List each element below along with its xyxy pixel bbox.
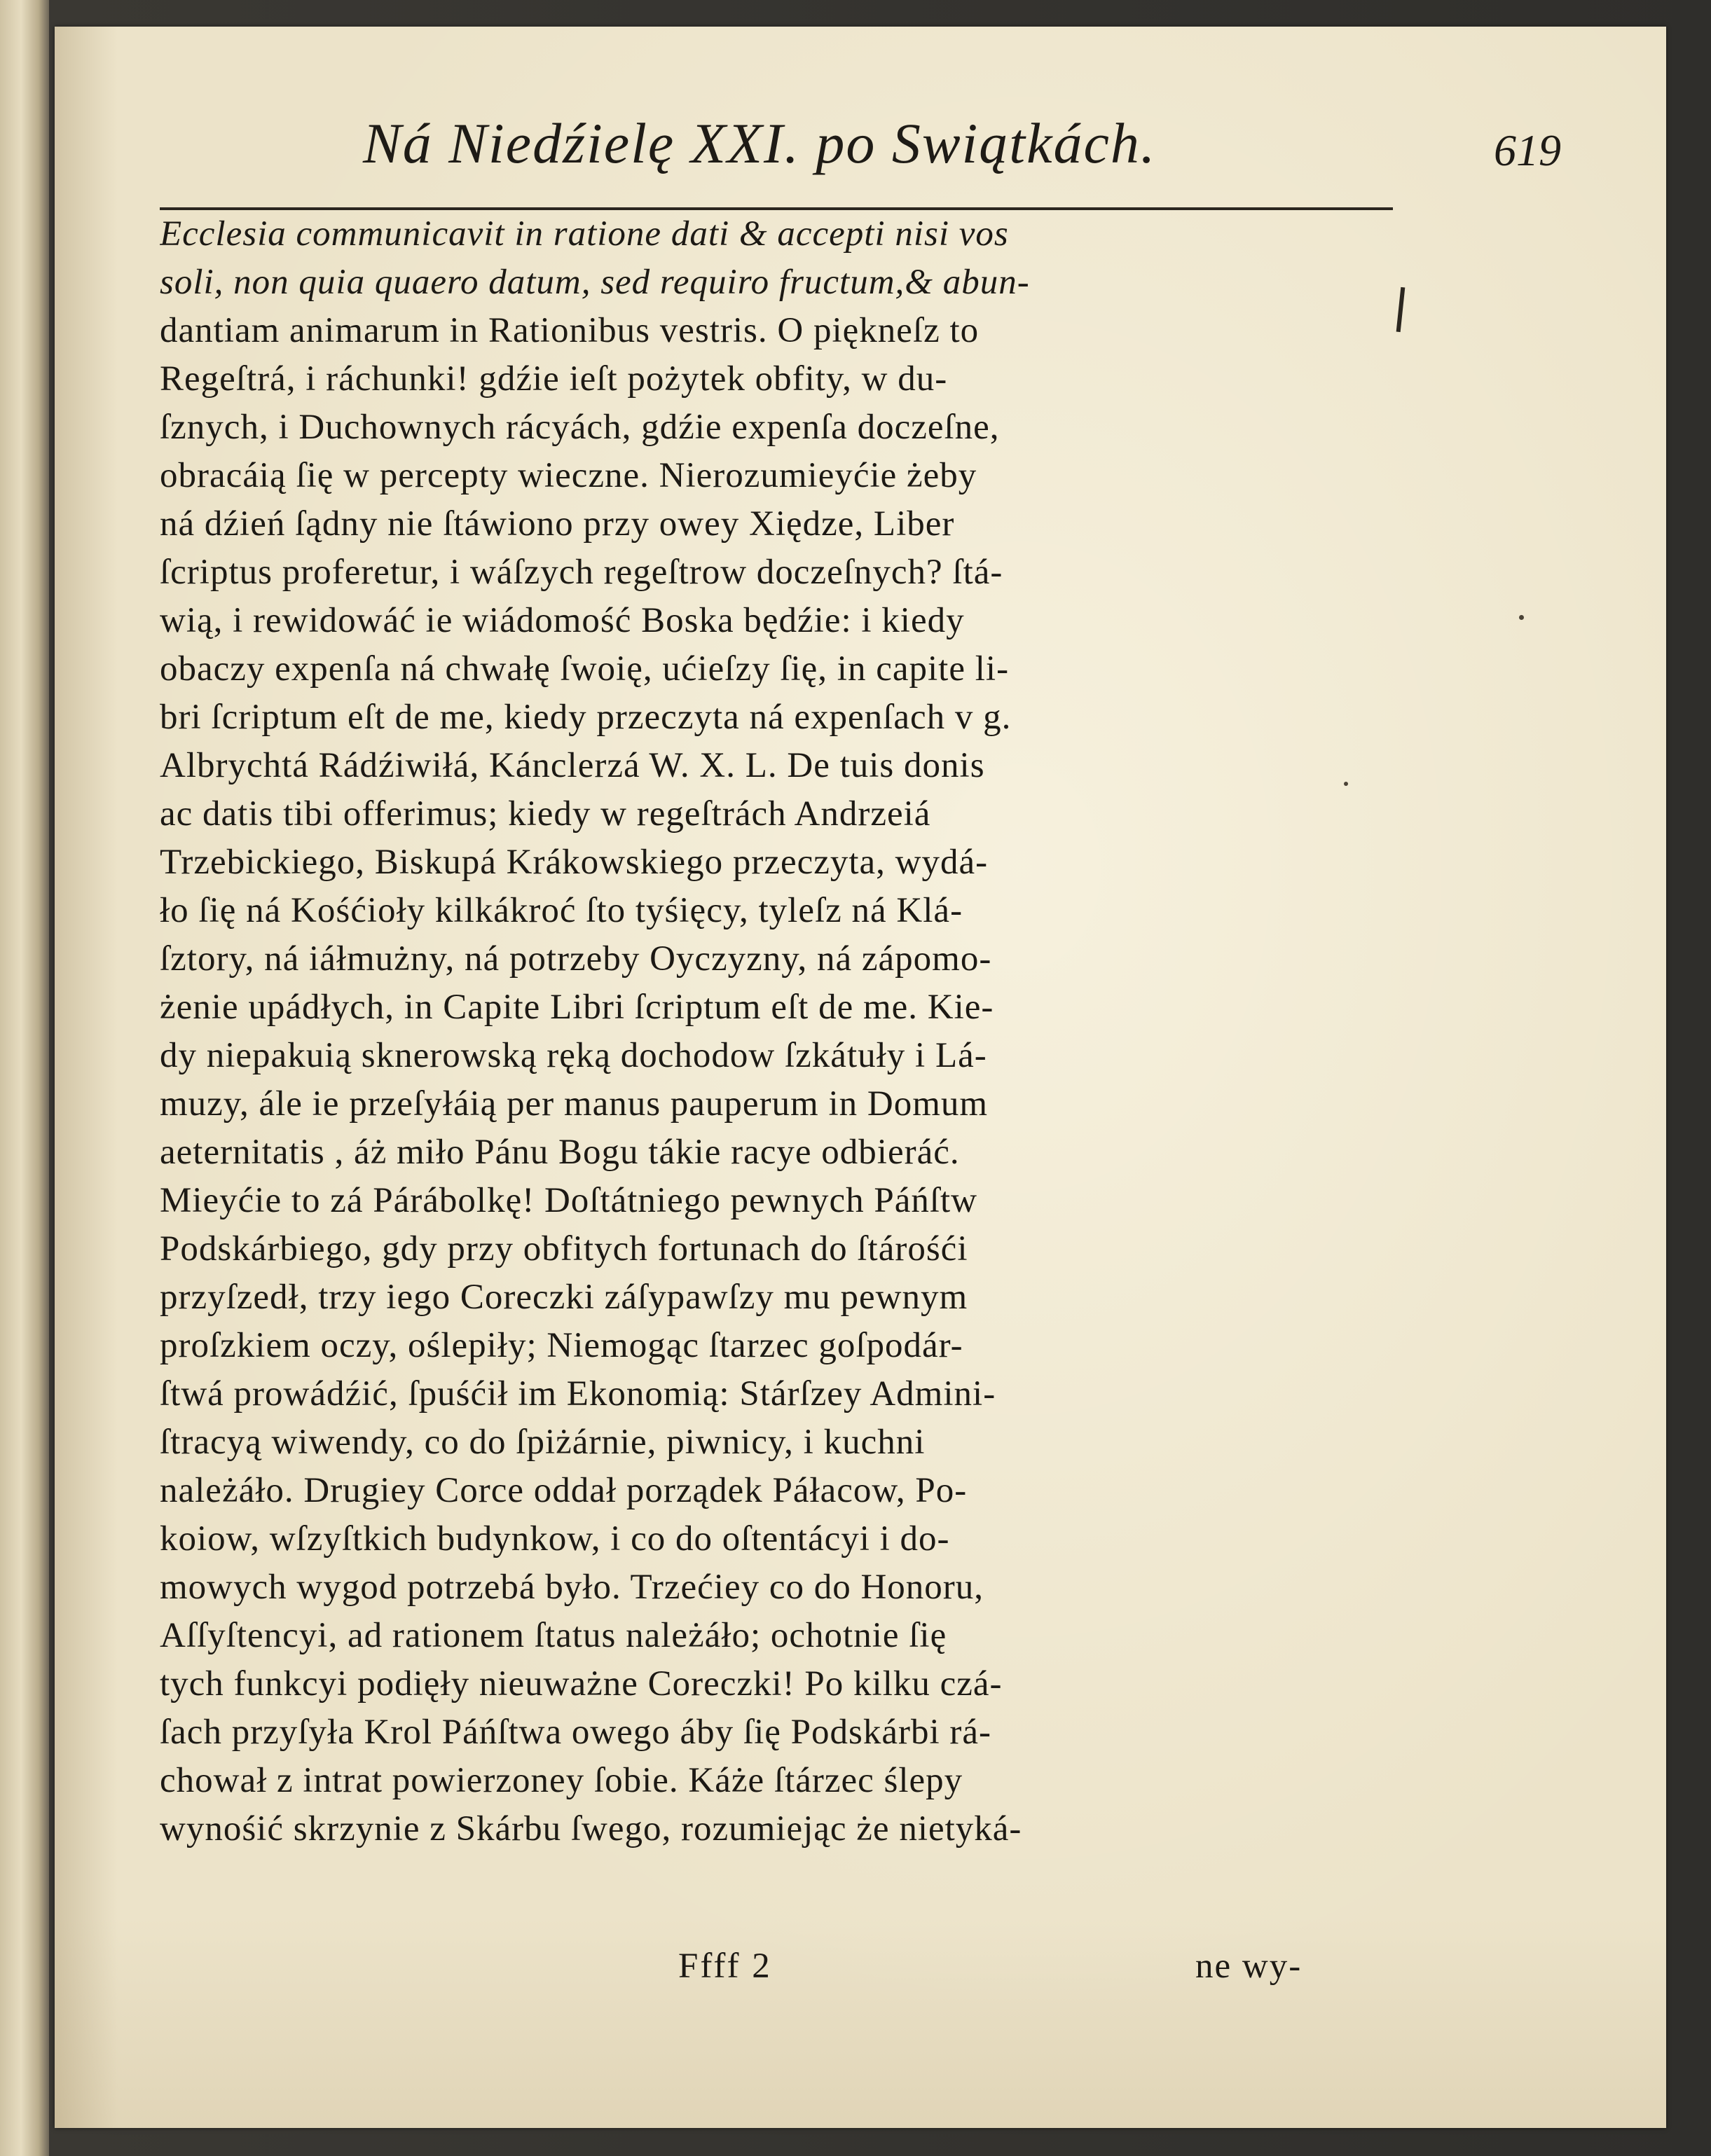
- footer-line: [160, 1946, 1393, 1995]
- text-line: Regeſtrá, i ráchunki! gdźie ieſt pożytek obfity, w du-: [160, 359, 948, 399]
- text-line: ſtwá prowádźić, ſpuśćił im Ekonomią: Stárſzey Admini-: [160, 1374, 996, 1414]
- signature-mark: Ffff 2: [678, 1947, 772, 1986]
- text-line: ſznych, i Duchownych rácyách, gdźie expenſa doczeſne,: [160, 408, 1000, 447]
- text-line: tych funkcyi podięły nieuważne Coreczki! Po kilku czá-: [160, 1664, 1003, 1704]
- text-line: należáło. Drugiey Corce oddał porządek Páłacow, Po-: [160, 1471, 968, 1510]
- text-line: ſztory, ná iáłmużny, ná potrzeby Oyczyzny, ná zápomo-: [160, 939, 992, 979]
- text-line: ſach przyſyła Krol Páńſtwa owego áby ſię Podskárbi rá-: [160, 1713, 992, 1752]
- text-line: Albrychtá Rádźiwiłá, Kánclerzá W. X. L. De tuis donis: [160, 746, 985, 785]
- text-line: przyſzedł, trzy iego Coreczki záſypawſzy mu pewnym: [160, 1278, 968, 1317]
- text-line: obracáią ſię w percepty wieczne. Nierozumieyćie żeby: [160, 456, 977, 495]
- text-line: aeternitatis , áż miło Pánu Bogu tákie racye odbieráć.: [160, 1133, 960, 1172]
- text-line: chował z intrat powierzoney ſobie. Káże ſtárzec ślepy: [160, 1761, 963, 1800]
- body-text: [160, 210, 1393, 1853]
- text-line: żenie upádłych, in Capite Libri ſcriptum eſt de me. Kie-: [160, 988, 994, 1027]
- running-head: Ná Niedźielę XXI. po Swiątkách.: [363, 111, 1157, 175]
- text-line: proſzkiem oczy, oślepiły; Niemogąc ſtarzec goſpodár-: [160, 1326, 963, 1365]
- ink-speck: [1344, 782, 1348, 786]
- text-line: dy niepakuią sknerowską ręką dochodow ſzkátuły i Lá-: [160, 1036, 987, 1075]
- text-line: ſtracyą wiwendy, co do ſpiżárnie, piwnicy, i kuchni: [160, 1423, 926, 1462]
- text-line: ło ſię ná Kośćioły kilkákroć ſto tyśięcy, tyleſz ná Klá-: [160, 891, 963, 930]
- page-number: 619: [1494, 125, 1561, 175]
- text-line: wynośić skrzynie z Skárbu ſwego, rozumiejąc że nietyká-: [160, 1809, 1022, 1849]
- text-line: mowych wygod potrzebá było. Trzećiey co do Honoru,: [160, 1568, 984, 1607]
- text-line: ná dźień ſądny nie ſtáwiono przy owey Xiędze, Liber: [160, 504, 955, 544]
- text-line: dantiam animarum in Rationibus vestris. O piękneſz to: [160, 311, 980, 350]
- text-line: Podskárbiego, gdy przy obfitych fortunach do ſtárośći: [160, 1229, 968, 1269]
- book-page: [55, 27, 1666, 2128]
- text-line: obaczy expenſa ná chwałę ſwoię, ućieſzy ſię, in capite li-: [160, 649, 1010, 689]
- text-line: Trzebickiego, Biskupá Krákowskiego przeczyta, wydá-: [160, 843, 989, 882]
- ink-speck: [1519, 615, 1524, 620]
- text-line: Aſſyſtencyi, ad rationem ſtatus należáło; ochotnie ſię: [160, 1616, 947, 1655]
- margin-pen-mark: [1396, 287, 1406, 332]
- text-line: Ecclesia communicavit in ratione dati & accepti nisi vos: [160, 214, 1009, 254]
- text-line: soli, non quia quaero datum, sed requiro fructum,& abun-: [160, 263, 1030, 302]
- catchword: ne wy-: [1195, 1947, 1303, 1986]
- text-line: ſcriptus proferetur, i wáſzych regeſtrow doczeſnych? ſtá-: [160, 553, 1003, 592]
- text-line: wią, i rewidowáć ie wiádomość Boska będźie: i kiedy: [160, 601, 965, 640]
- text-line: koiow, wſzyſtkich budynkow, i co do oſtentácyi i do-: [160, 1519, 950, 1559]
- left-page-edge: [0, 0, 49, 2156]
- text-line: Mieyćie to zá Párábolkę! Doſtátniego pewnych Páńſtw: [160, 1181, 977, 1220]
- text-line: bri ſcriptum eſt de me, kiedy przeczyta ná expenſach v g.: [160, 698, 1012, 737]
- text-line: muzy, ále ie przeſyłáią per manus pauperum in Domum: [160, 1084, 989, 1124]
- text-line: ac datis tibi offerimus; kiedy w regeſtrách Andrzeiá: [160, 794, 931, 834]
